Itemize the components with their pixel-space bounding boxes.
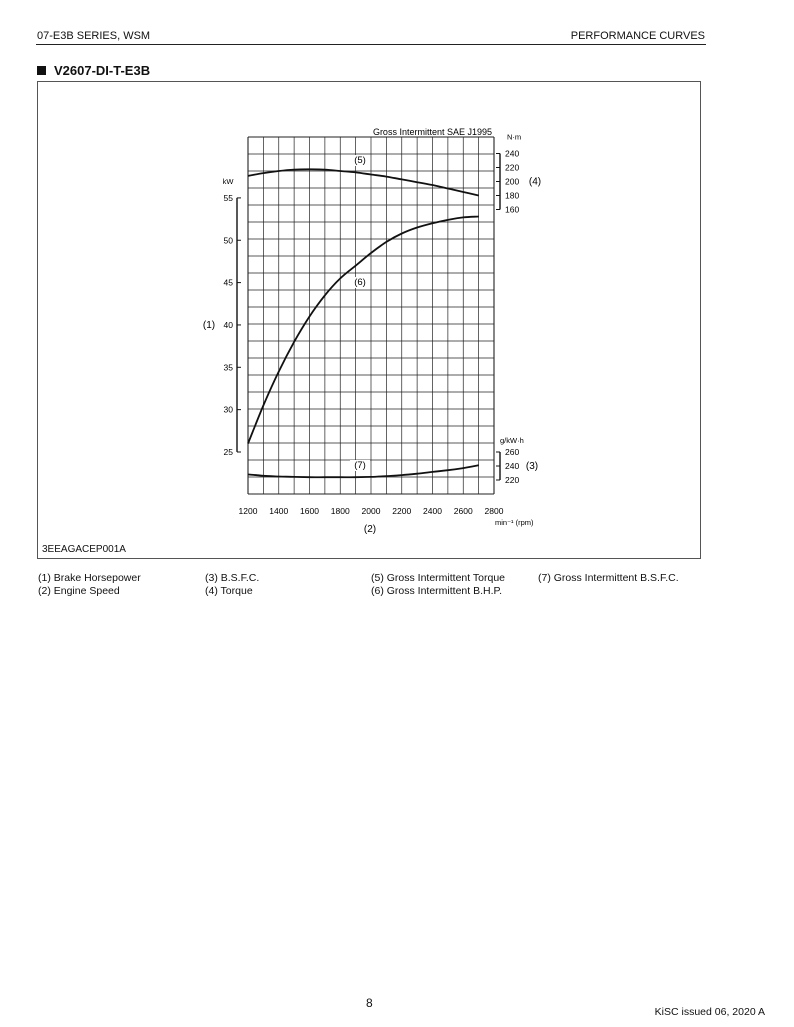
legend-item: (1) Brake Horsepower <box>38 572 141 584</box>
legend-col-3 <box>371 572 505 598</box>
x-tick-label: 2200 <box>392 506 412 516</box>
header-series: 07-E3B SERIES, WSM <box>37 30 151 42</box>
legend-col-2 <box>205 572 259 598</box>
torque-tick-label: 200 <box>505 176 520 187</box>
x-tick-label: 2800 <box>484 506 504 516</box>
power-curve <box>248 217 479 444</box>
x-unit-label: min⁻¹ (rpm) <box>495 518 534 527</box>
series-label-6: (6) <box>354 277 366 288</box>
power-tick-label: 50 <box>223 235 233 246</box>
bsfc-tick-label: 240 <box>505 461 520 471</box>
x-tick-label: 2600 <box>453 506 473 516</box>
power-tick-label: 35 <box>223 362 233 373</box>
legend-item: (2) Engine Speed <box>38 585 120 597</box>
figure-id: 3EEAGACEP001A <box>42 544 126 555</box>
header-section: PERFORMANCE CURVES <box>570 30 705 42</box>
bsfc-axis-label: (3) <box>525 461 539 472</box>
section-title <box>37 63 150 78</box>
series-label-7: (7) <box>354 460 366 471</box>
x-axis-label: (2) <box>363 524 377 535</box>
performance-chart <box>38 82 700 558</box>
bsfc-tick-label: 260 <box>505 447 520 457</box>
torque-tick-label: 180 <box>505 190 520 201</box>
power-unit-label: kW <box>222 176 234 186</box>
legend-item: (6) Gross Intermittent B.H.P. <box>371 585 503 597</box>
section-title-text: V2607-DI-T-E3B <box>54 63 151 78</box>
power-tick-label: 55 <box>223 192 233 203</box>
bsfc-tick-label: 220 <box>505 475 520 485</box>
power-axis-label: (1) <box>202 320 216 331</box>
legend-item: (5) Gross Intermittent Torque <box>371 572 506 584</box>
power-tick-label: 45 <box>223 277 233 288</box>
legend-col-4 <box>538 572 679 585</box>
legend-item: (4) Torque <box>205 585 253 597</box>
x-tick-label: 1800 <box>330 506 350 516</box>
issued-note: KiSC issued 06, 2020 A <box>654 1006 765 1018</box>
chart-title: Gross Intermittent SAE J1995 <box>372 127 492 137</box>
page-number: 8 <box>366 996 373 1010</box>
series-label-5: (5) <box>354 155 366 166</box>
x-tick-label: 1200 <box>238 506 258 516</box>
torque-unit-label: N·m <box>507 132 522 142</box>
header-rule <box>36 44 706 45</box>
legend-item: (3) B.S.F.C. <box>205 572 260 584</box>
square-bullet-icon <box>37 66 46 75</box>
torque-tick-label: 220 <box>505 162 520 173</box>
torque-tick-label: 160 <box>505 204 520 215</box>
power-tick-label: 25 <box>223 447 233 457</box>
x-tick-label: 2400 <box>423 506 442 516</box>
figure-frame <box>37 81 701 559</box>
x-tick-label: 1600 <box>300 506 319 516</box>
x-tick-label: 1400 <box>269 506 289 516</box>
legend-item: (7) Gross Intermittent B.S.F.C. <box>538 572 679 584</box>
power-tick-label: 30 <box>223 404 233 415</box>
torque-axis-label: (4) <box>528 176 542 188</box>
bsfc-unit-label: g/kW·h <box>500 436 524 445</box>
x-tick-label: 2000 <box>361 506 381 516</box>
torque-tick-label: 240 <box>505 148 520 159</box>
power-tick-label: 40 <box>223 319 233 330</box>
legend-col-1 <box>38 572 141 598</box>
torque-curve <box>248 169 479 195</box>
